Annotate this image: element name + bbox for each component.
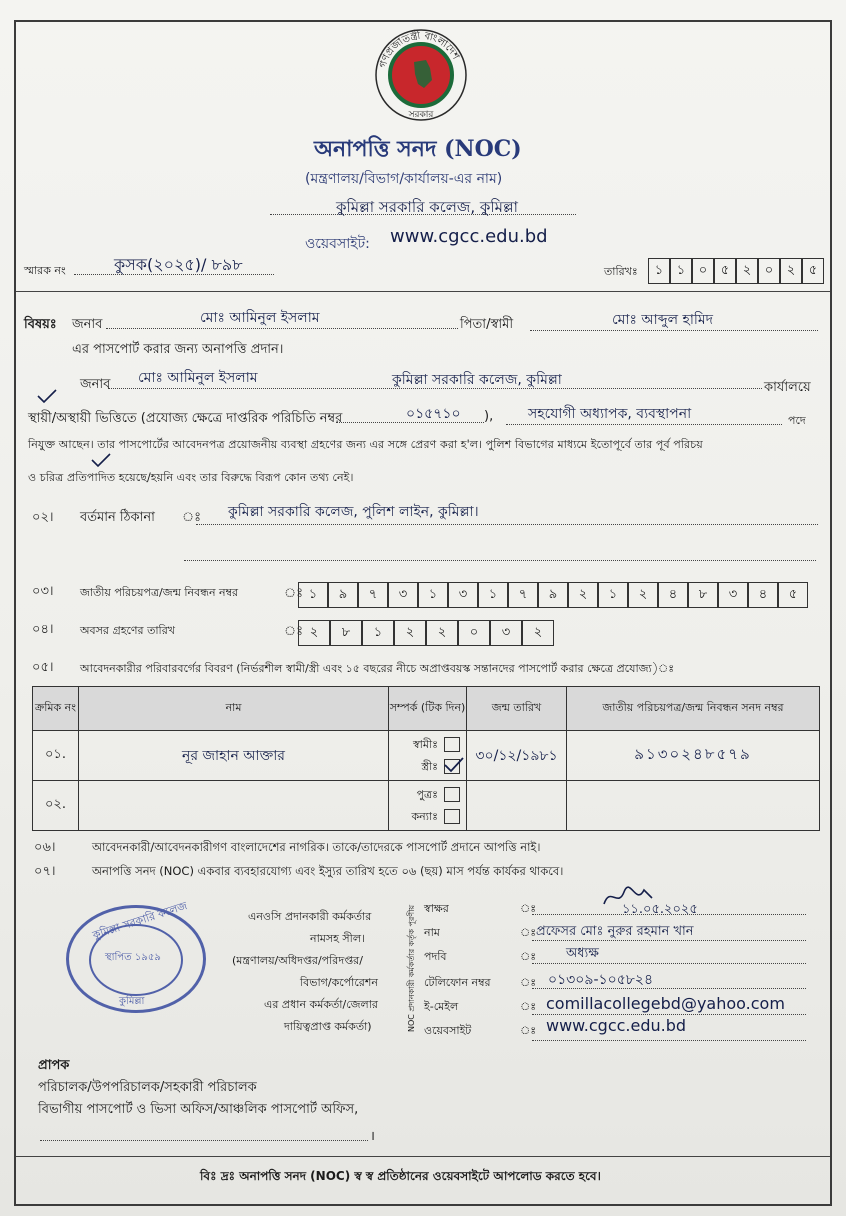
field-colon: ঃ [520,902,537,915]
recipient-line1: পরিচালক/উপপরিচালক/সহকারী পরিচালক [38,1080,257,1095]
row-dob-cell [467,731,567,781]
subject-line2: এর পাসপোর্ট করার জন্য অনাপত্তি প্রদান। [72,342,284,357]
nid-digit: ৮ [688,582,718,608]
signatory-label-3: (মন্ত্রণালয়/অধিদপ্তর/পরিদপ্তর/ [232,954,363,967]
body-prefix: জনাব [80,377,111,392]
website-label: ওয়েবসাইট: [305,236,370,252]
row-serial: ০১. [33,731,79,781]
date-digit: ০ [758,258,780,284]
website-line [532,1040,806,1041]
retire-digit: ০ [458,620,490,646]
field-colon: ঃ [520,1000,537,1013]
retirement-date-boxes [298,620,554,646]
nid-digit: ১ [478,582,508,608]
official-id: ০১৫৭১০ [406,406,461,422]
row-nid-cell [567,781,820,831]
date-digit: ৫ [802,258,824,284]
check-icon [443,756,465,774]
col-serial: ক্রমিক নং [33,687,79,731]
government-logo [374,28,468,122]
signatory-designation: অধ্যক্ষ [566,946,599,961]
nid-digit: ৭ [508,582,538,608]
retire-digit: ৩ [490,620,522,646]
family-section-label: আবেদনকারীর পরিবারবর্গের বিবরণ (নির্ভরশীল স্বামী/স্ত্রী এবং ১৫ বছরের নীচে অপ্রাপ্তবয়স্ক সন্তানদের পাসপোর্ট করার ক্ষেত্রে প্রযোজ্য)ঃ [80,662,675,675]
signatory-label-4: বিভাগ/কর্পোরেশন [300,976,378,989]
field-label-designation: পদবি [424,950,447,963]
field-label-name: নাম [424,926,440,939]
item-05-number: ০৫। [32,660,54,675]
row-relation-cell [389,781,467,831]
relation-husband-label: স্বামীঃ [412,737,438,751]
body-line4: ও চরিত্র প্রতিপাদিত হয়েছে/হয়নি এবং তার বিরুদ্ধে বিরূপ কোন তথ্য নেই। [28,471,354,484]
daughter-checkbox[interactable] [444,809,460,824]
body-line3: নিযুক্ত আছেন। তার পাসপোর্টের আবেদনপত্র প্রয়োজনীয় ব্যবস্থা গ্রহণের জন্য এর সঙ্গে প্রেরণ করা হ'ল। পুলিশ বিভাগের মাধ্যমে ইতোপূর্বে তার পূর্ব পরিচয় [28,438,703,451]
recipient-line3 [40,1140,368,1141]
date-digit: ০ [692,258,714,284]
document-title: অনাপত্তি সনদ (NOC) [314,136,522,162]
nid-boxes [298,582,808,608]
nid-digit: ৪ [748,582,778,608]
website-value: www.cgcc.edu.bd [390,226,548,247]
col-name: নাম [79,687,389,731]
wife-checkbox[interactable] [444,759,460,774]
father-name: মোঃ আব্দুল হামিদ [612,312,714,328]
nid-digit: ৪ [658,582,688,608]
body-name: মোঃ আমিনুল ইসলাম [138,370,258,386]
relation-wife-label: স্ত্রীঃ [421,759,438,773]
row-relation-cell [389,731,467,781]
row-nid: ৯১৩০২৪৮৫৭৯ [634,745,752,763]
field-colon: ঃ [520,976,537,989]
nid-digit: ১ [298,582,328,608]
retire-digit: ২ [298,620,330,646]
signatory-email: comillacollegebd@yahoo.com [546,994,785,1013]
table-row [33,731,820,781]
memo-label: স্মারক নং [24,264,66,277]
field-label-website: ওয়েবসাইট [424,1024,472,1037]
date-digit: ১ [670,258,692,284]
table-row [33,781,820,831]
nid-digit: ৩ [448,582,478,608]
date-label: তারিখঃ [604,265,638,278]
row-dob: ৩০/১২/১৯৮১ [475,747,558,764]
note-06-number: ০৬। [34,840,56,855]
subject-name: মোঃ আমিনুল ইসলাম [200,310,320,326]
college-seal [66,899,206,1013]
nid-label: জাতীয় পরিচয়পত্র/জন্ম নিবন্ধন নম্বর [80,586,239,599]
field-colon: ঃ [520,950,537,963]
retire-digit: ৮ [330,620,362,646]
retire-digit: ২ [394,620,426,646]
row-serial: ০২. [33,781,79,831]
address-line2 [184,560,816,561]
field-colon: ঃ [520,1024,537,1037]
table-header-row [33,687,820,731]
office-name: কুমিল্লা সরকারি কলেজ, কুমিল্লা [336,198,519,216]
date-digit: ২ [780,258,802,284]
document-subtitle: (মন্ত্রণালয়/বিভাগ/কার্যালয়-এর নাম) [305,171,503,187]
seal-inner-text: স্থাপিত ১৯৫৯ [105,952,161,963]
father-label: পিতা/স্বামী [460,317,514,332]
row-name-cell [79,781,389,831]
body-line2-a: স্থায়ী/অস্থায়ী ভিত্তিতে (প্রযোজ্য ক্ষেত্রে দাপ্তরিক পরিচিতি নম্বর [28,411,343,426]
designation: সহযোগী অধ্যাপক, ব্যবস্থাপনা [528,406,692,422]
note-07: অনাপত্তি সনদ (NOC) একবার ব্যবহারযোগ্য এবং ইস্যুর তারিখ হতে ০৬ (ছয়) মাস পর্যন্ত কার্যকর থাকবে। [92,864,564,878]
nid-digit: ৯ [538,582,568,608]
issue-date-boxes [648,258,824,284]
subject-prefix: জনাব [72,317,103,332]
date-digit: ১ [648,258,670,284]
signatory-label-1: এনওসি প্রদানকারী কর্মকর্তার [248,910,372,923]
header-divider [16,291,830,292]
body-line2-b: ), [484,409,494,424]
item-03-number: ০৩। [32,584,54,599]
date-digit: ৫ [714,258,736,284]
signatory-website: www.cgcc.edu.bd [546,1016,687,1035]
address-colon: ঃ [182,510,202,525]
date-digit: ২ [736,258,758,284]
signatory-label-5: এর প্রধান কর্মকর্তা/জেলার [264,998,378,1011]
memo-number: কুসক(২০২৫)/ ৮৯৮ [114,255,243,274]
nid-digit: ২ [628,582,658,608]
seal-outer-text: কুমিল্লা সরকারি কলেজ [91,899,189,942]
nid-digit: ১ [418,582,448,608]
nid-digit: ৯ [328,582,358,608]
field-label-signature: স্বাক্ষর [424,902,449,915]
subject-label: বিষয়ঃ [24,317,57,332]
tick-mark [36,388,58,404]
retire-digit: ২ [426,620,458,646]
body-office: কুমিল্লা সরকারি কলেজ, কুমিল্লা [392,372,562,388]
retire-digit: ১ [362,620,394,646]
nid-digit: ৭ [358,582,388,608]
tick-mark [90,452,112,468]
relation-son-label: পুত্রঃ [416,787,438,801]
row-name: নূর জাহান আক্তার [181,747,285,764]
row-dob-cell [467,781,567,831]
recipient-label: প্রাপক [38,1058,70,1073]
noc-vertical-label: NOC প্রদানকারী কর্মকর্তার কর্তৃক পূরণীয় [407,904,416,1032]
body-office-suffix: কার্যালয়ে [764,380,811,395]
body-line2-c: পদে [788,414,806,427]
retire-digit: ২ [522,620,554,646]
col-nid: জাতীয় পরিচয়পত্র/জন্ম নিবন্ধন সনদ নম্বর [567,687,820,731]
nid-digit: ৫ [778,582,808,608]
retirement-colon: ঃ [284,624,304,639]
item-02-number: ০২। [32,510,54,525]
nid-digit: ১ [598,582,628,608]
recipient-end-mark: । [370,1129,375,1144]
row-name-cell [79,731,389,781]
address-value: কুমিল্লা সরকারি কলেজ, পুলিশ লাইন, কুমিল্লা। [228,504,479,520]
address-line1 [196,524,818,525]
retirement-label: অবসর গ্রহণের তারিখ [80,624,175,637]
signatory-label-2: নামসহ সীল। [310,932,365,945]
email-line [532,1014,806,1015]
logo-bottom-text: সরকার [408,110,434,120]
nid-colon: ঃ [284,586,304,601]
son-checkbox[interactable] [444,787,460,802]
address-label: বর্তমান ঠিকানা [80,510,155,525]
logo-ring-text: গণপ্রজাতন্ত্রী বাংলাদেশ [377,30,461,70]
note-06: আবেদনকারী/আবেদনকারীগণ বাংলাদেশের নাগরিক। তাকে/তাদেরকে পাসপোর্ট প্রদানে আপত্তি নাই। [92,840,541,854]
recipient-line2: বিভাগীয় পাসপোর্ট ও ভিসা অফিস/আঞ্চলিক পাসপোর্ট অফিস, [38,1102,359,1117]
signatory-phone: ০১৩০৯-১০৫৮২৪ [548,972,654,988]
note-07-number: ০৭। [34,864,56,879]
field-colon: ঃ [520,926,537,939]
nid-digit: ৩ [718,582,748,608]
signatory-name: প্রফেসর মোঃ নুরুর রহমান খান [536,924,694,939]
row-nid-cell [567,731,820,781]
footer-note: বিঃ দ্রঃ অনাপত্তি সনদ (NOC) স্ব স্ব প্রতিষ্ঠানের ওয়েবসাইটে আপলোড করতে হবে। [200,1169,601,1183]
footer-divider [16,1156,830,1157]
signatory-label-6: দায়িত্বপ্রাপ্ত কর্মকর্তা) [284,1020,372,1033]
signature-date: ১১.০৫.২০২৫ [622,902,698,917]
item-04-number: ০৪। [32,622,54,637]
family-table [32,686,820,831]
nid-digit: ২ [568,582,598,608]
nid-digit: ৩ [388,582,418,608]
seal-bottom-text: কুমিল্লা [119,996,145,1007]
field-label-email: ই-মেইল [424,1000,459,1013]
col-relation: সম্পর্ক (টিক দিন) [389,687,467,731]
field-label-phone: টেলিফোন নম্বর [424,976,491,989]
col-dob: জন্ম তারিখ [467,687,567,731]
husband-checkbox[interactable] [444,737,460,752]
relation-daughter-label: কন্যাঃ [411,809,438,823]
